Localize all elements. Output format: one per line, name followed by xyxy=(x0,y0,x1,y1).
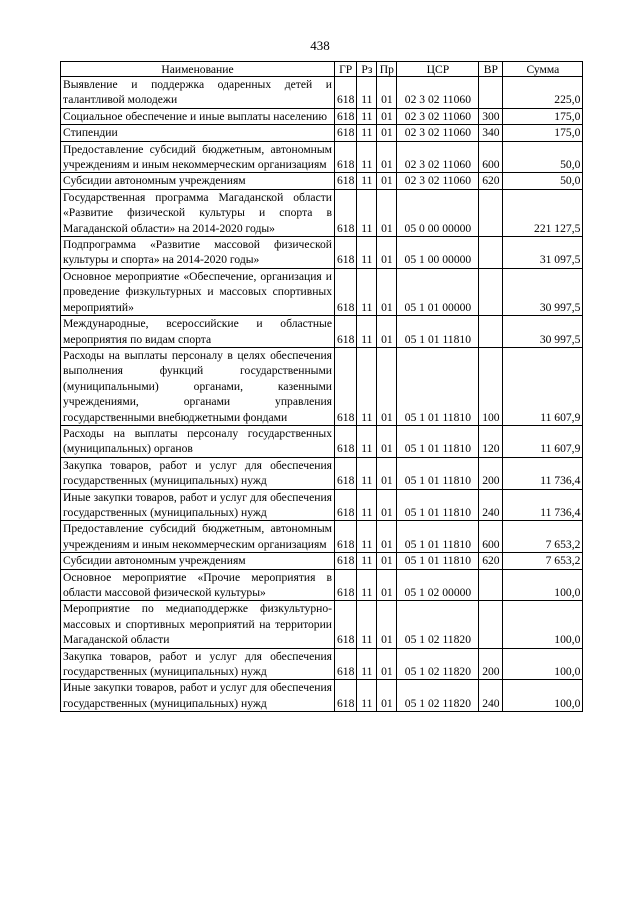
cell-name: Подпрограмма «Развитие массовой физической культуры и спорта» на 2014-2020 годы» xyxy=(61,237,335,269)
cell-name: Стипендии xyxy=(61,125,335,141)
cell-pr: 01 xyxy=(377,173,397,189)
table-row xyxy=(61,347,583,425)
cell-gr: 618 xyxy=(335,425,357,457)
cell-rz: 11 xyxy=(357,425,377,457)
cell-gr: 618 xyxy=(335,125,357,141)
cell-name: Основное мероприятие «Обеспечение, организация и проведение физкультурных и массовых спортивных мероприятий» xyxy=(61,268,335,315)
cell-vr xyxy=(479,268,503,315)
cell-vr: 200 xyxy=(479,457,503,489)
cell-rz: 11 xyxy=(357,489,377,521)
cell-csr: 05 1 01 11810 xyxy=(397,457,479,489)
cell-rz: 11 xyxy=(357,268,377,315)
cell-pr: 01 xyxy=(377,425,397,457)
page-number: 438 xyxy=(310,38,330,53)
cell-csr: 05 1 01 11810 xyxy=(397,489,479,521)
cell-sum: 7 653,2 xyxy=(503,553,583,569)
budget-table xyxy=(60,61,583,712)
cell-rz: 11 xyxy=(357,521,377,553)
cell-name: Предоставление субсидий бюджетным, автономным учреждениям и иным некоммерческим организациям xyxy=(61,141,335,173)
cell-pr: 01 xyxy=(377,268,397,315)
cell-rz: 11 xyxy=(357,648,377,680)
cell-csr: 05 1 01 11810 xyxy=(397,425,479,457)
table-row xyxy=(61,569,583,601)
cell-pr: 01 xyxy=(377,569,397,601)
cell-gr: 618 xyxy=(335,489,357,521)
cell-rz: 11 xyxy=(357,347,377,425)
cell-pr: 01 xyxy=(377,347,397,425)
cell-rz: 11 xyxy=(357,569,377,601)
cell-rz: 11 xyxy=(357,601,377,648)
cell-rz: 11 xyxy=(357,680,377,712)
table-row xyxy=(61,680,583,712)
cell-sum: 30 997,5 xyxy=(503,316,583,348)
header-gr: ГР xyxy=(335,62,357,77)
cell-sum: 11 736,4 xyxy=(503,489,583,521)
cell-pr: 01 xyxy=(377,237,397,269)
cell-csr: 05 1 02 00000 xyxy=(397,569,479,601)
cell-sum: 11 607,9 xyxy=(503,347,583,425)
cell-vr: 600 xyxy=(479,141,503,173)
cell-gr: 618 xyxy=(335,347,357,425)
cell-gr: 618 xyxy=(335,108,357,124)
cell-rz: 11 xyxy=(357,457,377,489)
cell-vr xyxy=(479,189,503,236)
cell-rz: 11 xyxy=(357,316,377,348)
cell-sum: 100,0 xyxy=(503,680,583,712)
cell-sum: 100,0 xyxy=(503,648,583,680)
cell-pr: 01 xyxy=(377,457,397,489)
cell-name: Государственная программа Магаданской области «Развитие физической культуры и спорта в Магаданской области» на 2014-2020 годы» xyxy=(61,189,335,236)
cell-name: Международные, всероссийские и областные мероприятия по видам спорта xyxy=(61,316,335,348)
cell-sum: 7 653,2 xyxy=(503,521,583,553)
cell-vr: 240 xyxy=(479,680,503,712)
header-csr: ЦСР xyxy=(397,62,479,77)
cell-csr: 05 1 01 11810 xyxy=(397,521,479,553)
cell-rz: 11 xyxy=(357,237,377,269)
cell-rz: 11 xyxy=(357,125,377,141)
cell-sum: 31 097,5 xyxy=(503,237,583,269)
table-row xyxy=(61,108,583,124)
cell-rz: 11 xyxy=(357,108,377,124)
cell-vr xyxy=(479,569,503,601)
cell-csr: 05 1 02 11820 xyxy=(397,680,479,712)
cell-csr: 05 1 02 11820 xyxy=(397,648,479,680)
table-row xyxy=(61,268,583,315)
cell-name: Расходы на выплаты персоналу государственных (муниципальных) органов xyxy=(61,425,335,457)
cell-sum: 100,0 xyxy=(503,601,583,648)
table-row xyxy=(61,125,583,141)
cell-csr: 05 1 01 00000 xyxy=(397,268,479,315)
cell-csr: 02 3 02 11060 xyxy=(397,108,479,124)
cell-gr: 618 xyxy=(335,173,357,189)
cell-name: Субсидии автономным учреждениям xyxy=(61,173,335,189)
cell-gr: 618 xyxy=(335,189,357,236)
cell-gr: 618 xyxy=(335,457,357,489)
table-row xyxy=(61,489,583,521)
cell-csr: 02 3 02 11060 xyxy=(397,77,479,109)
cell-gr: 618 xyxy=(335,237,357,269)
table-row xyxy=(61,316,583,348)
table-row xyxy=(61,457,583,489)
table-row xyxy=(61,141,583,173)
cell-vr: 300 xyxy=(479,108,503,124)
cell-sum: 11 736,4 xyxy=(503,457,583,489)
cell-pr: 01 xyxy=(377,489,397,521)
table-row xyxy=(61,77,583,109)
cell-vr: 620 xyxy=(479,553,503,569)
cell-csr: 05 1 01 11810 xyxy=(397,347,479,425)
cell-name: Закупка товаров, работ и услуг для обеспечения государственных (муниципальных) нужд xyxy=(61,457,335,489)
cell-csr: 05 1 00 00000 xyxy=(397,237,479,269)
cell-gr: 618 xyxy=(335,648,357,680)
cell-sum: 30 997,5 xyxy=(503,268,583,315)
cell-pr: 01 xyxy=(377,648,397,680)
cell-name: Субсидии автономным учреждениям xyxy=(61,553,335,569)
header-pr: Пр xyxy=(377,62,397,77)
cell-gr: 618 xyxy=(335,569,357,601)
cell-name: Мероприятие по медиаподдержке физкультурно-массовых и спортивных мероприятий на территории Магаданской области xyxy=(61,601,335,648)
cell-vr: 340 xyxy=(479,125,503,141)
table-row xyxy=(61,553,583,569)
cell-csr: 05 1 01 11810 xyxy=(397,316,479,348)
cell-pr: 01 xyxy=(377,316,397,348)
cell-pr: 01 xyxy=(377,680,397,712)
cell-gr: 618 xyxy=(335,141,357,173)
cell-pr: 01 xyxy=(377,189,397,236)
cell-vr xyxy=(479,601,503,648)
cell-name: Предоставление субсидий бюджетным, автономным учреждениям и иным некоммерческим организациям xyxy=(61,521,335,553)
cell-rz: 11 xyxy=(357,189,377,236)
cell-vr: 100 xyxy=(479,347,503,425)
cell-vr: 600 xyxy=(479,521,503,553)
cell-sum: 100,0 xyxy=(503,569,583,601)
cell-pr: 01 xyxy=(377,141,397,173)
table-row xyxy=(61,173,583,189)
cell-pr: 01 xyxy=(377,125,397,141)
cell-rz: 11 xyxy=(357,553,377,569)
cell-vr xyxy=(479,316,503,348)
cell-sum: 225,0 xyxy=(503,77,583,109)
cell-csr: 05 0 00 00000 xyxy=(397,189,479,236)
cell-pr: 01 xyxy=(377,553,397,569)
cell-pr: 01 xyxy=(377,77,397,109)
header-sum: Сумма xyxy=(503,62,583,77)
cell-csr: 05 1 01 11810 xyxy=(397,553,479,569)
cell-vr xyxy=(479,77,503,109)
cell-rz: 11 xyxy=(357,173,377,189)
cell-pr: 01 xyxy=(377,521,397,553)
cell-gr: 618 xyxy=(335,316,357,348)
cell-name: Иные закупки товаров, работ и услуг для обеспечения государственных (муниципальных) нужд xyxy=(61,489,335,521)
table-row xyxy=(61,425,583,457)
table-row xyxy=(61,601,583,648)
cell-vr: 200 xyxy=(479,648,503,680)
table-row xyxy=(61,648,583,680)
cell-sum: 221 127,5 xyxy=(503,189,583,236)
table-body xyxy=(61,77,583,712)
header-vr: ВР xyxy=(479,62,503,77)
header-rz: Рз xyxy=(357,62,377,77)
table-header-row xyxy=(61,62,583,77)
cell-sum: 175,0 xyxy=(503,125,583,141)
cell-vr: 620 xyxy=(479,173,503,189)
cell-rz: 11 xyxy=(357,77,377,109)
cell-csr: 05 1 02 11820 xyxy=(397,601,479,648)
cell-sum: 11 607,9 xyxy=(503,425,583,457)
table-row xyxy=(61,521,583,553)
cell-csr: 02 3 02 11060 xyxy=(397,173,479,189)
cell-name: Расходы на выплаты персоналу в целях обеспечения выполнения функций государственными (муниципальными) органами, казенными учреждениями, органами управления государственными внебюджетными фондами xyxy=(61,347,335,425)
cell-sum: 50,0 xyxy=(503,173,583,189)
cell-vr: 240 xyxy=(479,489,503,521)
cell-rz: 11 xyxy=(357,141,377,173)
cell-csr: 02 3 02 11060 xyxy=(397,125,479,141)
cell-gr: 618 xyxy=(335,680,357,712)
table-row xyxy=(61,237,583,269)
cell-gr: 618 xyxy=(335,601,357,648)
cell-name: Выявление и поддержка одаренных детей и талантливой молодежи xyxy=(61,77,335,109)
cell-name: Иные закупки товаров, работ и услуг для обеспечения государственных (муниципальных) нужд xyxy=(61,680,335,712)
table-row xyxy=(61,189,583,236)
cell-name: Социальное обеспечение и иные выплаты населению xyxy=(61,108,335,124)
cell-name: Закупка товаров, работ и услуг для обеспечения государственных (муниципальных) нужд xyxy=(61,648,335,680)
cell-gr: 618 xyxy=(335,77,357,109)
header-name: Наименование xyxy=(61,62,335,77)
cell-sum: 175,0 xyxy=(503,108,583,124)
cell-vr: 120 xyxy=(479,425,503,457)
cell-gr: 618 xyxy=(335,553,357,569)
cell-sum: 50,0 xyxy=(503,141,583,173)
cell-pr: 01 xyxy=(377,108,397,124)
cell-pr: 01 xyxy=(377,601,397,648)
cell-gr: 618 xyxy=(335,268,357,315)
cell-name: Основное мероприятие «Прочие мероприятия в области массовой физической культуры» xyxy=(61,569,335,601)
cell-vr xyxy=(479,237,503,269)
cell-gr: 618 xyxy=(335,521,357,553)
cell-csr: 02 3 02 11060 xyxy=(397,141,479,173)
